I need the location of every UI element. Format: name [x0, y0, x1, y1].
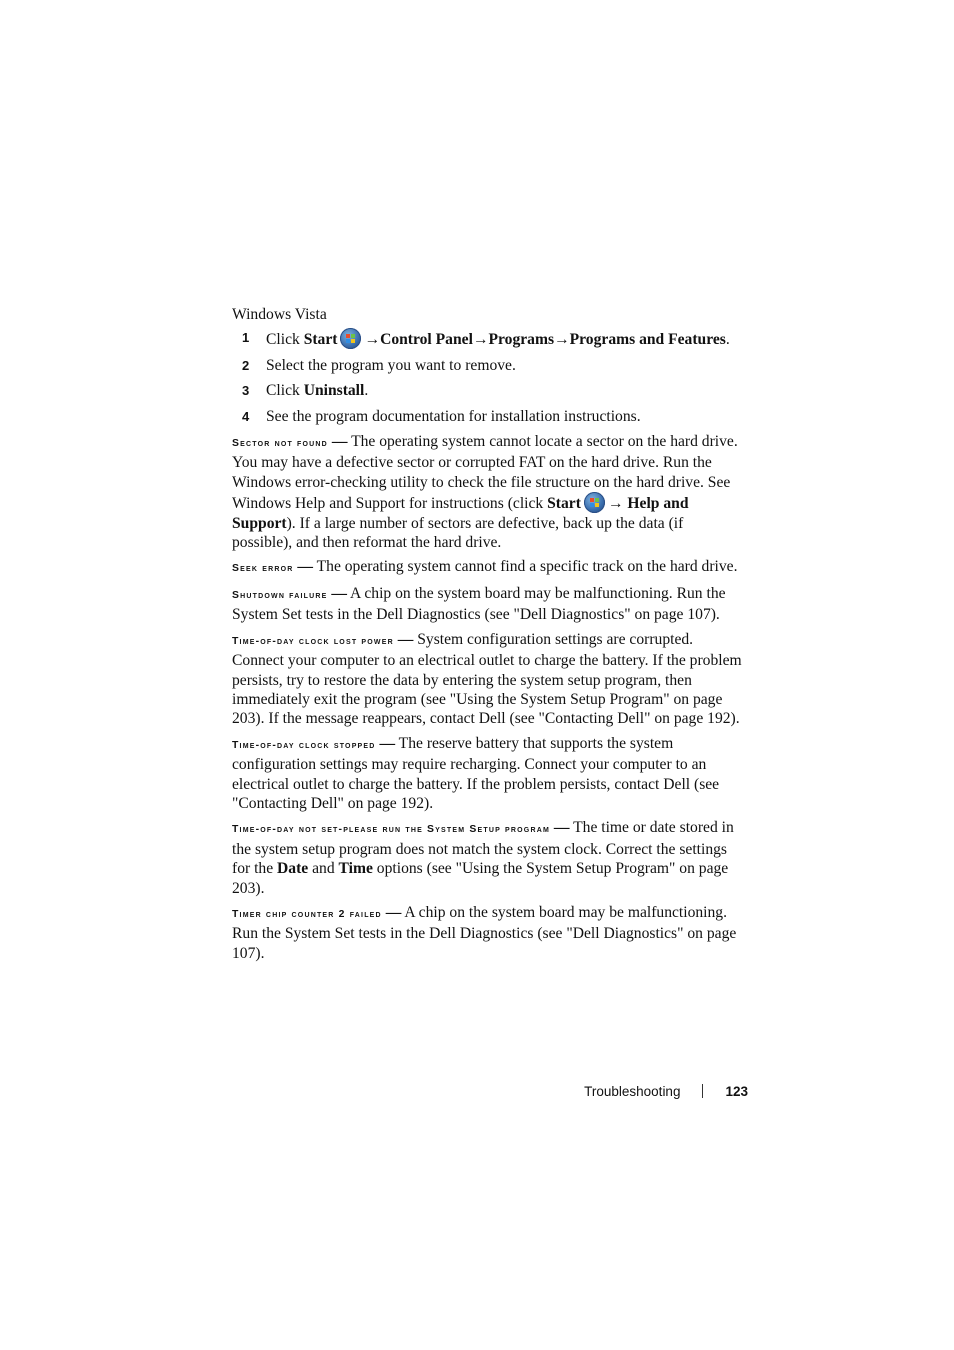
arrow: → [554, 331, 570, 349]
step-number: 2 [242, 357, 250, 373]
em-dash: — [385, 903, 402, 921]
entry-term: Sector not found [232, 438, 328, 450]
entry-text: A chip on the system board may be malfunctioning. Run the System Set tests in the Dell Diagnostics (see "Dell Diagnostics" on page 107). [232, 584, 726, 624]
control-panel-label: Control Panel [380, 331, 473, 349]
entry-text: options (see "Using the System Setup Program" on page 203). [232, 860, 729, 897]
step-2 [232, 356, 746, 375]
arrow: → [472, 331, 489, 349]
entry-text: ). If a large number of sectors are defective, back up the data (if possible), and then reformat the hard drive. [232, 514, 684, 552]
entry-clock-lost-power [232, 630, 746, 729]
uninstall-label: Uninstall [303, 382, 365, 400]
step-text: Click [266, 382, 304, 400]
footer-divider [702, 1084, 703, 1098]
step-text: Click [266, 331, 304, 349]
em-dash: — [397, 630, 414, 648]
entry-term: Time-of-day not set-please run the System Setup program [232, 824, 550, 836]
footer-section-name: Troubleshooting [584, 1084, 681, 1099]
help-and-support-label: Help and Support [232, 495, 689, 532]
start-label: Start [547, 495, 581, 513]
em-dash: — [297, 558, 313, 576]
entry-term: Timer chip counter 2 failed [232, 908, 382, 920]
page-content [232, 305, 746, 968]
entry-shutdown-failure [232, 584, 746, 625]
page-footer [584, 1084, 748, 1099]
step-4 [232, 407, 746, 426]
em-dash: — [379, 734, 396, 752]
start-label: Start [303, 331, 338, 349]
em-dash: — [553, 819, 570, 837]
entry-text: The reserve battery that supports the system configuration settings may require recharging. Connect your computer to an electrical outlet to charge the battery. If the problem persists, contact Dell (see "Contacting Dell" on page 192). [232, 734, 720, 812]
programs-and-features-label: Programs and Features [569, 331, 726, 349]
entry-time-not-set [232, 818, 746, 898]
step-3 [232, 381, 746, 400]
entry-text: A chip on the system board may be malfunctioning. Run the System Set tests in the Dell Diagnostics (see "Dell Diagnostics" on page 107). [232, 903, 737, 962]
page-number: 123 [725, 1084, 748, 1099]
entry-text: The operating system cannot locate a sector on the hard drive. You may have a defective sector or corrupted FAT on the hard drive. Run the Windows error-checking utility to check the file structure on the hard drive. See Windows Help and Support for instructions (click [232, 433, 738, 513]
step-text: See the program documentation for installation instructions. [266, 407, 641, 425]
step-1 [232, 328, 746, 349]
step-text: Select the program you want to remove. [266, 356, 516, 374]
entry-timer-chip-failed [232, 903, 746, 963]
entry-sector-not-found [232, 432, 746, 552]
windows-start-icon [340, 328, 361, 349]
step-number: 4 [242, 408, 250, 424]
windows-start-icon [584, 492, 605, 513]
os-label: Windows Vista [232, 306, 327, 323]
em-dash: — [331, 584, 348, 602]
arrow: → [607, 495, 624, 513]
entry-text: The operating system cannot find a specific track on the hard drive. [313, 558, 738, 576]
step-text: . [364, 382, 369, 400]
entry-term: Time-of-day clock stopped [232, 739, 376, 751]
programs-label: Programs [488, 331, 555, 349]
entry-term: Shutdown failure [232, 589, 328, 601]
entry-term: Time-of-day clock lost power [232, 635, 394, 647]
entry-term: Seek error [232, 563, 294, 575]
uninstall-steps [232, 328, 746, 426]
entry-text: The time or date stored in the system setup program does not match the system clock. Correct the settings for the [232, 819, 734, 878]
date-label: Date [277, 860, 309, 878]
step-number: 1 [242, 330, 250, 346]
arrow: → [364, 331, 381, 349]
entry-text: System configuration settings are corrupted. Connect your computer to an electrical outlet to charge the battery. If the problem persists, try to restore the data by entering the system setup program, then immediately exit the program (see "Using the System Setup Program" on page 203). If the message reappears, contact Dell (see "Contacting Dell" on page 192). [232, 630, 742, 728]
entry-clock-stopped [232, 734, 746, 814]
time-label: Time [338, 860, 373, 878]
entry-seek-error [232, 557, 746, 578]
step-number: 3 [242, 383, 250, 399]
em-dash: — [331, 433, 348, 451]
step-text: . [725, 331, 730, 349]
entry-text: and [308, 860, 339, 878]
